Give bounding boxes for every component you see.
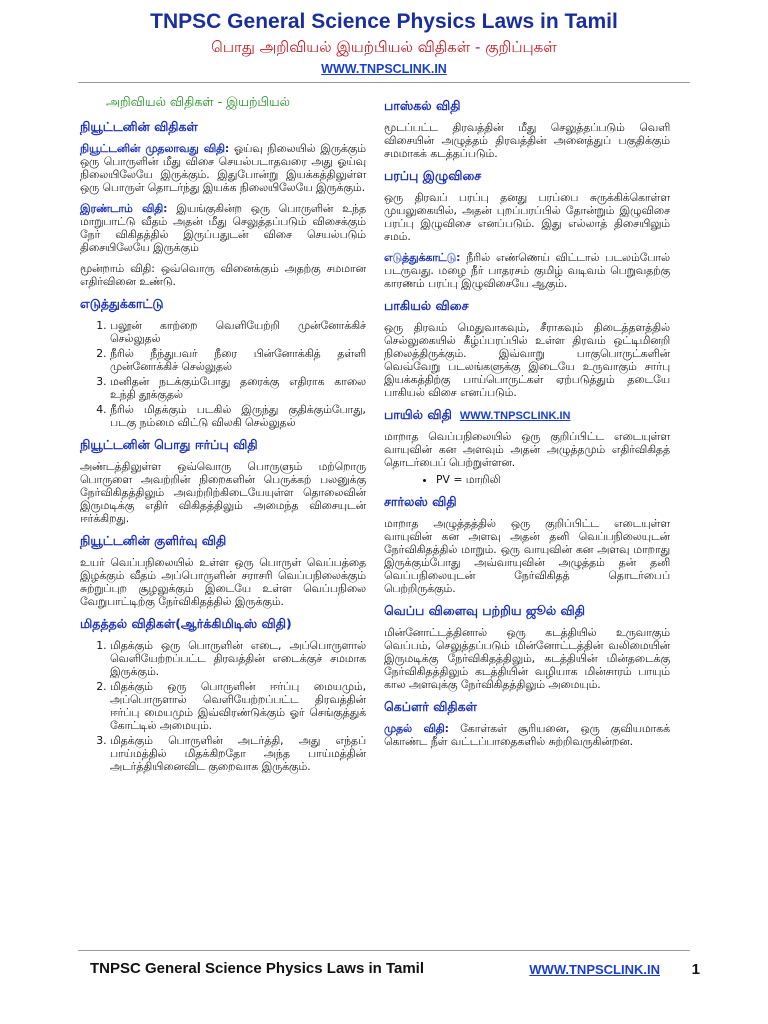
kepler-first-law: முதல் விதி: கோள்கள் சூரியனை, ஒரு குவியமாகக் கொண்ட நீள் வட்டப்பாதைகளில் சுற்றிவருகின்றன. (384, 722, 670, 748)
joule-text: மின்னோட்டத்தினால் ஒரு கடத்தியில் உருவாகும் வெப்பம், செலுத்தப்படும் மின்னோட்டத்தின் வலிமையின் இருமடிக்கு நேர்விகிதத்திலும், கடத்தியின் மின்தடைக்கு நேர்விகிதத்திலும் கடத்தியின் வழியாக மின்சாரம் பாயும் கால அளவுக்கு நேர்விகிதத்திலும் அமையும். (384, 626, 670, 691)
list-item: 1. பலூன் காற்றை வெளியேற்றி முன்னோக்கிச் செல்லுதல் (110, 319, 366, 345)
site-link[interactable]: WWW.TNPSCLINK.IN (459, 410, 571, 422)
cooling-text: உயர் வெப்பநிலையில் உள்ள ஒரு பொருள் வெப்பத்தை இழக்கும் வீதம் அப்பொருளின் சராசரி வெப்பநிலைக்கும் சுற்றுப்புற சூழலுக்கும் இடையே உள்ள வெப்பநிலை வேறுபாட்டிற்கு நேர்விகிதத்தில் இருக்கும். (80, 556, 366, 608)
kepler-heading: கெப்ளர் விதிகள் (384, 699, 477, 714)
gravitation-text: அண்டத்திலுள்ள ஒவ்வொரு பொருளும் மற்றொரு பொருளை அவற்றின் நிறைகளின் பெருக்கற் பலனுக்கு நேர்விகிதத்திலும் அவற்றிற்கிடையேயுள்ள தொலைவின் இருமடிக்கு எதிர் விகிதத்திலும் அமைந்த விசையுடன் ஈர்க்கிறது. (80, 460, 366, 525)
newton-laws-heading: நியூட்டனின் விதிகள் (80, 119, 198, 134)
section-intro: அறிவியல் விதிகள் - இயற்பியல் (106, 94, 291, 109)
list-item: 3. மிதக்கும் பொருளின் அடர்த்தி, அது எந்தப் பாய்மத்தில் மிதக்கிறதோ அந்த பாய்மத்தின் அடர்த்தியினைவிட குறைவாக இருக்கும். (110, 734, 366, 773)
boyle-formula-list (384, 473, 670, 486)
newton-second-law: இரண்டாம் விதி: இயங்குகின்ற ஒரு பொருளின் உந்த மாறுபாட்டு வீதம் அதன் மீது செலுத்தப்படும் விசைக்கும் நேர் விகிதத்தில் இருப்பதுடன் விசை செயல்படும் திசையிலேயே இருக்கும் (80, 202, 366, 254)
cooling-heading: நியூட்டனின் குளிர்வு விதி (80, 533, 227, 548)
newton-third-law: மூன்றாம் விதி: ஒவ்வொரு வினைக்கும் அதற்கு சமமான எதிர்வினை உண்டு. (80, 262, 366, 288)
example-list (80, 319, 366, 429)
boyle-formula: • PV = மாறிலி (436, 473, 670, 486)
newton-first-law: நியூட்டனின் முதலாவது விதி: ஓய்வு நிலையில் இருக்கும் ஒரு பொருளின் மீது விசை செயல்படாதவரை அது ஓய்வு நிலையிலேயே இருக்கும். இதுபோன்று இயக்கத்திலுள்ள ஒரு பொருள் தொடர்ந்து இயக்க நிலையிலேயே இருக்கும். (80, 142, 366, 194)
left-column (80, 92, 366, 781)
example-label: எடுத்துக்காட்டு: (384, 251, 461, 264)
surface-tension-text: ஒரு திரவப் பரப்பு தனது பரப்பை சுருக்கிக்கொள்ள முயலுகையில், அதன் புறப்பரப்பில் தோன்றும் இழுவிசை பரப்பு இழுவிசை எனப்படும். இது எல்லாத் திசையிலும் சமம். (384, 191, 670, 243)
boyle-text: மாறாத வெப்பநிலையில் ஒரு குறிப்பிட்ட எடையுள்ள வாயுவின் கன அளவும் அதன் அழுத்தமும் எதிர்விகிதத் தொடர்பைப் பெற்றுள்ளன. (384, 430, 670, 469)
list-item: 2. நீரில் நீந்துபவர் நீரை பின்னோக்கித் தள்ளி முன்னோக்கிச் செல்லுதல் (110, 347, 366, 373)
list-item: 4. நீரில் மிதக்கும் படகில் இருந்து குதிக்கும்போது, படகு நம்மை விட்டு விலகி செல்லுதல் (110, 403, 366, 429)
surface-tension-heading: பரப்பு இழுவிசை (384, 168, 482, 183)
header-divider (78, 82, 690, 83)
gravitation-heading: நியூட்டனின் பொது ஈர்ப்பு விதி (80, 437, 258, 452)
joule-heading: வெப்ப விளைவு பற்றிய ஜூல் விதி (384, 603, 586, 618)
viscosity-text: ஒரு திரவம் மெதுவாகவும், சீராகவும் திடைத்தளத்தில் செல்லுகையில் கீழ்ப்பரப்பில் உள்ள திரவம் ஒட்டிமினறி நிலைத்திருக்கும். இவ்வாறு பாகுபொருட்களின் வெவ்வேறு படலங்களுக்கு இடையே உருவாகும் சார்பு இயக்கத்திற்கு பாய்பொருட்கள் ஏற்படுத்தும் தடையே பாகியல் விசை எனப்படும். (384, 321, 670, 399)
page-header (0, 6, 768, 76)
footer-title: TNPSC General Science Physics Laws in Tamil (90, 960, 425, 977)
pascal-text: மூடப்பட்ட திரவத்தின் மீது செலுத்தப்படும் வெளி விசையின் அழுத்தம் திரவத்தின் அனைத்துப் பகுதிக்கும் சமமாகக் கடத்தப்படும். (384, 121, 670, 160)
page-number: 1 (691, 961, 700, 978)
second-law-label: இரண்டாம் விதி: (80, 202, 168, 215)
first-law-label: நியூட்டனின் முதலாவது விதி: (80, 142, 230, 155)
pascal-heading: பாஸ்கல் விதி (384, 98, 461, 113)
charles-text: மாறாத அழுத்தத்தில் ஒரு குறிப்பிட்ட எடையுள்ள வாயுவின் கன அளவு அதன் தனி வெப்பநிலையுடன் நேர்விகிதத்தில் மாறும். ஒரு வாயுவின் கன அளவு மாறாது இருக்கும்போது அவ்வாயுவின் அழுத்தம் தன் தனி வெப்பநிலையுடன் நேர்விகிதத் தொடர்பைப் பெற்றிருக்கும். (384, 517, 670, 595)
site-link[interactable]: WWW.TNPSCLINK.IN (321, 62, 447, 76)
page-footer (90, 960, 700, 982)
boyle-heading: பாயில் விதி WWW.TNPSCLINK.IN (384, 407, 571, 422)
viscosity-heading: பாகியல் விசை (384, 298, 469, 313)
floatation-heading: மிதத்தல் விதிகள்(ஆர்க்கிமிடிஸ் விதி) (80, 616, 292, 631)
page-title: TNPSC General Science Physics Laws in Tamil (150, 10, 618, 33)
right-column (384, 92, 670, 756)
page-subtitle: பொது அறிவியல் இயற்பியல் விதிகள் - குறிப்புகள் (211, 38, 557, 56)
example-heading: எடுத்துக்காட்டு (80, 296, 164, 311)
list-item: 3. மனிதன் நடக்கும்போது தரைக்கு எதிராக காலை உந்தி தூக்குதல் (110, 375, 366, 401)
list-item: 2. மிதக்கும் ஒரு பொருளின் ஈர்ப்பு மையமும், அப்பொருளால் வெளியேற்றப்பட்ட திரவத்தின் ஈர்ப்பு மையமும் இவ்விரண்டுக்கும் ஓர் செங்குத்துக் கோட்டில் அமையும். (110, 680, 366, 732)
list-item: 1. மிதக்கும் ஒரு பொருளின் எடை, அப்பொருளால் வெளியேற்றப்பட்ட திரவத்தின் எடைக்குச் சமமாக இருக்கும். (110, 639, 366, 678)
surface-tension-example: எடுத்துக்காட்டு: நீரில் எண்ணெய் விட்டால் படலம்போல் படருவது. மழை நீர் பாதரசம் குமிழ் வடிவம் பெறுவதற்கு காரணம் பரப்பு இழுவிசையே ஆகும். (384, 251, 670, 290)
charles-heading: சார்லஸ் விதி (384, 494, 457, 509)
kepler-first-label: முதல் விதி: (384, 722, 449, 735)
footer-divider (78, 950, 690, 951)
footer-site-link[interactable]: WWW.TNPSCLINK.IN (529, 962, 660, 977)
floatation-list (80, 639, 366, 773)
